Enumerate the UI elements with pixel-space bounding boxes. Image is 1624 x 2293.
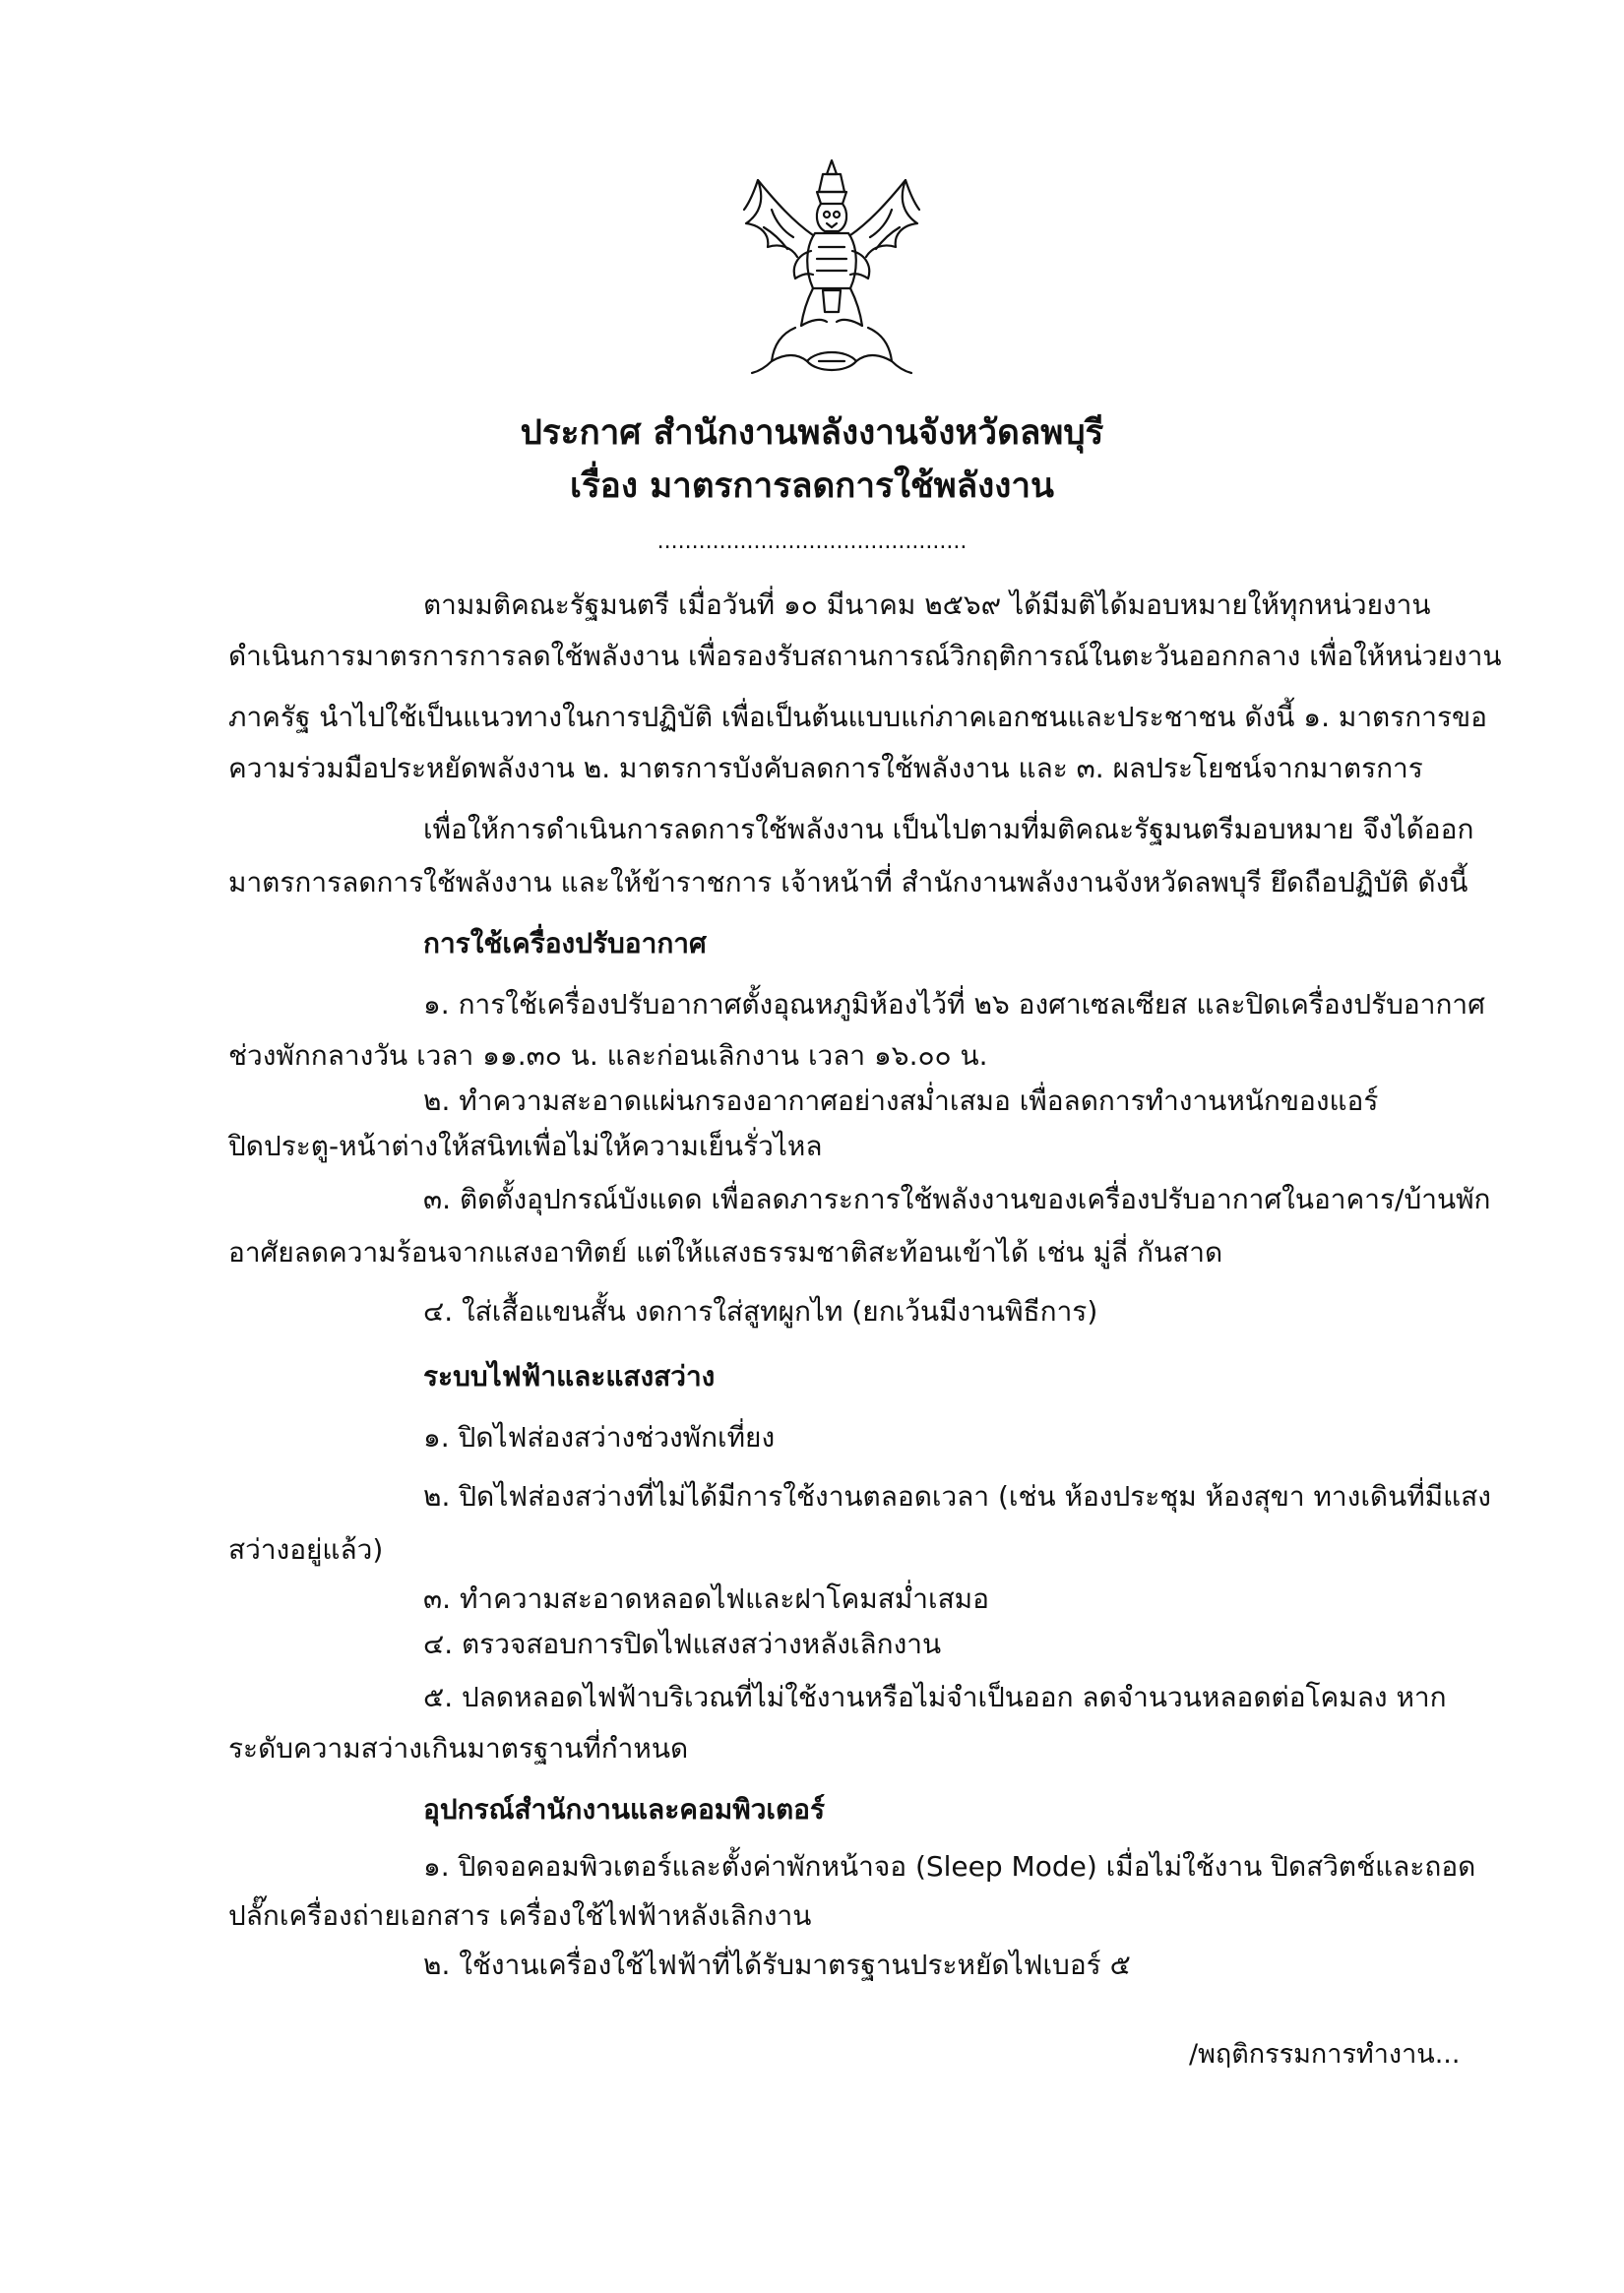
garuda-emblem-icon	[736, 153, 927, 381]
document-page: ประกาศ สำนักงานพลังงานจังหวัดลพบุรี เรื่อง มาตรการลดการใช้พลังงาน ............................................. ตามมติคณะรัฐมนตรี เมื่อวันที่ ๑๐ มีนาคม ๒๕๖๙ ได้มีมติได้มอบหมายให้ทุกหน่วยงาน ดำเนินการมาตรการการลดใช้พลังงาน เพื่อรองรับสถานการณ์วิกฤติการณ์ในตะวันออกกลาง เพื่อให้หน่วยงาน ภาครัฐ นำไปใช้เป็นแนวทางในการปฏิบัติ เพื่อเป็นต้นแบบแก่ภาคเอกชนและประชาชน ดังนี้ ๑. มาตรการขอ ความร่วมมือประหยัดพลังงาน ๒. มาตรการบังคับลดการใช้พลังงาน และ ๓. ผลประโยชน์จากมาตรการ เพื่อให้การดำเนินการลดการใช้พลังงาน เป็นไปตามที่มติคณะรัฐมนตรีมอบหมาย จึงได้ออก มาตรการลดการใช้พลังงาน และให้ข้าราชการ เจ้าหน้าที่ สำนักงานพลังงานจังหวัดลพบุรี ยึดถือปฏิบัติ ดังนี้ การใช้เครื่องปรับอากาศ ๑. การใช้เครื่องปรับอากาศตั้งอุณหภูมิห้องไว้ที่ ๒๖ องศาเซลเซียส และปิดเครื่องปรับอากาศ ช่วงพักกลางวัน เวลา ๑๑.๓๐ น. และก่อนเลิกงาน เวลา ๑๖.๐๐ น. ๒. ทำความสะอาดแผ่นกรองอากาศอย่างสม่ำเสมอ เพื่อลดการทำงานหนักของแอร์ ปิดประตู-หน้าต่างให้สนิทเพื่อไม่ให้ความเย็นรั่วไหล ๓. ติดตั้งอุปกรณ์บังแดด เพื่อลดภาระการใช้พลังงานของเครื่องปรับอากาศในอาคาร/บ้านพัก อาศัยลดความร้อนจากแสงอาทิตย์ แต่ให้แสงธรรมชาติสะท้อนเข้าได้ เช่น มู่ลี่ กันสาด ๔. ใส่เสื้อแขนสั้น งดการใส่สูทผูกไท (ยกเว้นมีงานพิธีการ) ระบบไฟฟ้าและแสงสว่าง ๑. ปิดไฟส่องสว่างช่วงพักเที่ยง ๒. ปิดไฟส่องสว่างที่ไม่ได้มีการใช้งานตลอดเวลา (เช่น ห้องประชุม ห้องสุขา ทางเดินที่มีแสง สว่างอยู่แล้ว) ๓. ทำความสะอาดหลอดไฟและฝาโคมสม่ำเสมอ ๔. ตรวจสอบการปิดไฟแสงสว่างหลังเลิกงาน ๕. ปลดหลอดไฟฟ้าบริเวณที่ไม่ใช้งานหรือไม่จำเป็นออก ลดจำนวนหลอดต่อโคมลง หาก ระดับความสว่างเกินมาตรฐานที่กำหนด อุปกรณ์สำนักงานและคอมพิวเตอร์ ๑. ปิดจอคอมพิวเตอร์และตั้งค่าพักหน้าจอ (Sleep Mode) เมื่อไม่ใช้งาน ปิดสวิตช์และถอด ปลั๊กเครื่องถ่ายเอกสาร เครื่องใช้ไฟฟ้าหลังเลิกงาน ๒. ใช้งานเครื่องใช้ไฟฟ้าที่ได้รับมาตรฐานประหยัดไฟเบอร์ ๕ /พฤติกรรมการทำงาน...	[0, 0, 1624, 2293]
announcement-title: ประกาศ สำนักงานพลังงานจังหวัดลพบุรี	[520, 413, 1104, 453]
continuation-note: /พฤติกรรมการทำงาน...	[1189, 2039, 1461, 2070]
title-divider: .............................................	[656, 529, 968, 554]
announcement-subject: เรื่อง มาตรการลดการใช้พลังงาน	[570, 466, 1054, 506]
